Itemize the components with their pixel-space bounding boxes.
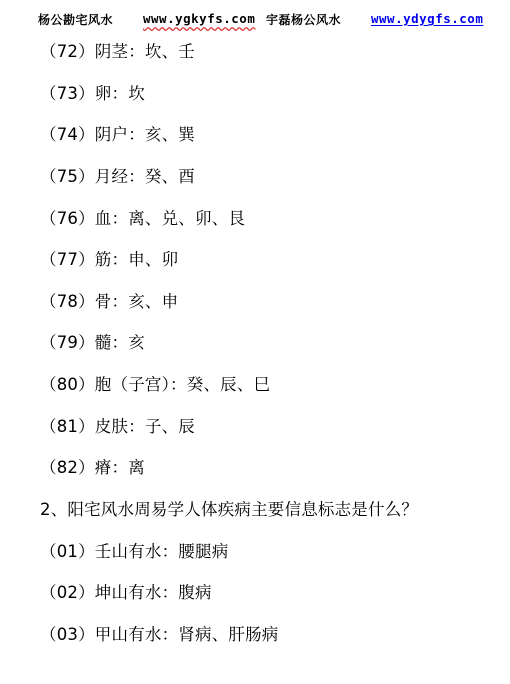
header-site-name-1: 杨公勘宅风水 — [38, 13, 114, 27]
text-line: （01）壬山有水：腰腿病 — [40, 542, 229, 561]
text-line: （81）皮肤：子、辰 — [40, 417, 195, 436]
page-header — [0, 0, 510, 34]
text-line: （82）瘠：离 — [40, 458, 145, 477]
text-line: （75）月经：癸、酉 — [40, 167, 195, 186]
text-line: （76）血：离、兑、卯、艮 — [40, 209, 246, 228]
text-line: （77）筋：申、卯 — [40, 250, 179, 269]
header-url-1[interactable]: www.ygkyfs.com — [143, 11, 256, 26]
text-line: （79）髓：亥 — [40, 333, 145, 352]
text-line: （80）胞（子宫）：癸、辰、巳 — [40, 375, 271, 394]
text-line: （74）阴户：亥、巽 — [40, 125, 195, 144]
text-line: （02）坤山有水：腹病 — [40, 583, 212, 602]
text-line: （78）骨：亥、申 — [40, 292, 179, 311]
text-line: （72）阴茎：坎、壬 — [40, 42, 195, 61]
text-line: （03）甲山有水：肾病、肝肠病 — [40, 625, 279, 644]
header-site-name-2: 宇磊杨公风水 — [266, 13, 342, 27]
header-url-2[interactable]: www.ydygfs.com — [371, 11, 484, 26]
text-line: （73）卵：坎 — [40, 84, 145, 103]
section-heading: 2、阳宅风水周易学人体疾病主要信息标志是什么？ — [40, 500, 419, 519]
